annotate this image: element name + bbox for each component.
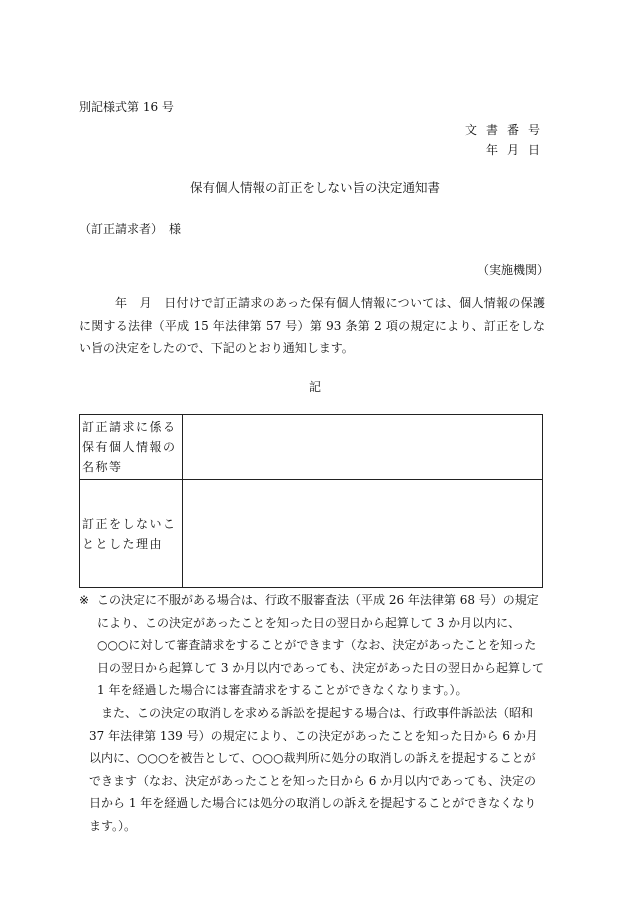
note-appeal	[79, 589, 547, 702]
issuing-agency: （実施機関）	[476, 263, 549, 277]
addressee: （訂正請求者） 様	[79, 222, 182, 236]
notes-section	[79, 589, 547, 838]
table-label-reason: 訂正をしないこととした理由	[80, 480, 183, 588]
document-title: 保有個人情報の訂正をしない旨の決定通知書	[189, 180, 440, 195]
document-number-label: 文書番号	[464, 123, 549, 137]
note-mark: ※	[79, 593, 90, 607]
note-appeal-text: この決定に不服がある場合は、行政不服審査法（平成 26 年法律第 68 号）の規定により、この決定があったことを知った日の翌日から起算して 3 か月以内に、○○○に対して審査請求をすることができます（なお、決定があったことを知った日の翌日から起算して 3 か月以内であっても、決定があった日の翌日から起算して 1 年を経過した場合には審査請求をすることができなくなります。）。	[97, 593, 545, 698]
table-label-info-name: 訂正請求に係る保有個人情報の名称等	[80, 415, 183, 480]
table-value-reason	[183, 480, 543, 588]
date-label: 年月日	[485, 143, 549, 157]
ki-heading: 記	[308, 380, 321, 394]
note-lawsuit: また、この決定の取消しを求める訴訟を提起する場合は、行政事件訴訟法（昭和 37 年法律第 139 号）の規定により、この決定があったことを知った日から 6 か月以内に、○○○を被告として、○○○裁判所に処分の取消しの訴えを提起することができます（なお、決定があったことを知った日から 6 か月以内であっても、決定の日から 1 年を経過した場合には処分の取消しの訴えを提起することができなくなります。）。	[89, 705, 538, 833]
table-value-info-name	[183, 415, 543, 480]
table-row	[80, 480, 543, 588]
table-row	[80, 415, 543, 480]
body-paragraph: 年 月 日付けで訂正請求のあった保有個人情報については、個人情報の保護に関する法律（平成 15 年法律第 57 号）第 93 条第 2 項の規定により、訂正をしない旨の決定をしたので、下記のとおり通知します。	[79, 296, 545, 355]
decision-table	[79, 414, 543, 588]
form-number: 別記様式第 16 号	[79, 100, 174, 114]
